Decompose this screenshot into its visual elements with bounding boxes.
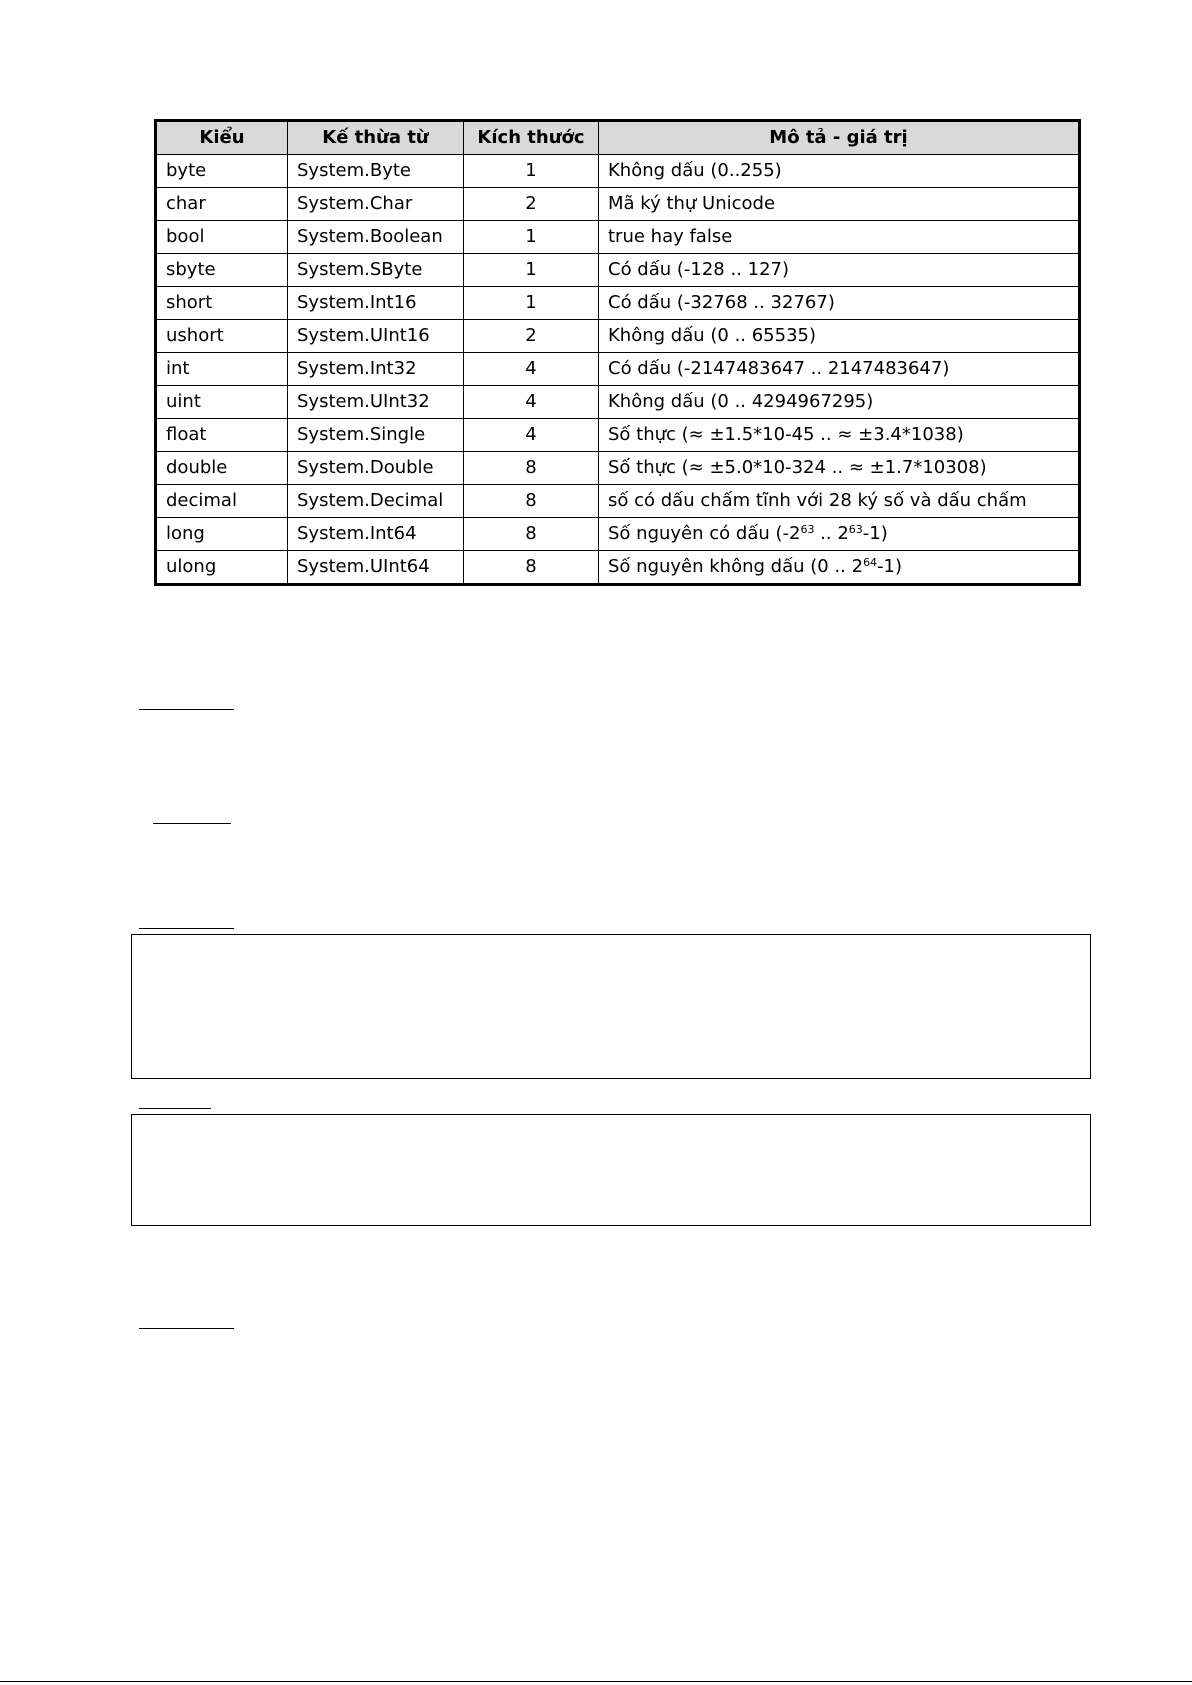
cell-inherits: System.Char [288,188,464,221]
cell-inherits: System.Decimal [288,485,464,518]
cell-size: 4 [464,386,599,419]
cell-type: decimal [156,485,288,518]
cell-type: char [156,188,288,221]
exponent: 64 [863,556,878,569]
cell-inherits: System.UInt16 [288,320,464,353]
heading-underline [139,1108,211,1109]
cell-size: 1 [464,221,599,254]
heading-underline [139,928,234,929]
table-row [156,452,1080,485]
cell-desc: Mã ký thự Unicode [599,188,1080,221]
cell-desc: Không dấu (0 .. 65535) [599,320,1080,353]
code-box [131,934,1091,1079]
cell-type: short [156,287,288,320]
desc-text: .. 2 [814,523,849,544]
cell-desc: Không dấu (0 .. 4294967295) [599,386,1080,419]
table-row [156,188,1080,221]
header-ke-thua-tu: Kế thừa từ [288,121,464,155]
cell-desc: Có dấu (-32768 .. 32767) [599,287,1080,320]
table-header-row [156,121,1080,155]
header-kieu: Kiểu [156,121,288,155]
cell-inherits: System.UInt64 [288,551,464,585]
cell-desc: Số thực (≈ ±1.5*10-45 .. ≈ ±3.4*1038) [599,419,1080,452]
cell-inherits: System.Single [288,419,464,452]
cell-type: ulong [156,551,288,585]
cell-size: 1 [464,155,599,188]
cell-inherits: System.SByte [288,254,464,287]
table-row [156,155,1080,188]
cell-type: ushort [156,320,288,353]
cell-size: 1 [464,254,599,287]
cell-desc [599,518,1080,551]
cell-type: uint [156,386,288,419]
table-row [156,485,1080,518]
header-kich-thuoc: Kích thước [464,121,599,155]
desc-text: Số nguyên không dấu (0 .. 2 [608,556,864,577]
cell-desc: số có dấu chấm tĩnh với 28 ký số và dấu chấm [599,485,1080,518]
table-row [156,353,1080,386]
cell-inherits: System.Int32 [288,353,464,386]
cell-inherits: System.Double [288,452,464,485]
cell-desc: Số thực (≈ ±5.0*10-324 .. ≈ ±1.7*10308) [599,452,1080,485]
cell-size: 2 [464,320,599,353]
table-row [156,386,1080,419]
table-row [156,221,1080,254]
cell-size: 1 [464,287,599,320]
cell-inherits: System.Byte [288,155,464,188]
cell-desc: Có dấu (-2147483647 .. 2147483647) [599,353,1080,386]
table-row [156,320,1080,353]
table-row [156,518,1080,551]
cell-size: 2 [464,188,599,221]
cell-type: float [156,419,288,452]
header-mo-ta-gia-tri: Mô tả - giá trị [599,121,1080,155]
cell-inherits: System.Boolean [288,221,464,254]
heading-underline [139,709,234,710]
cell-desc: Có dấu (-128 .. 127) [599,254,1080,287]
cell-size: 8 [464,518,599,551]
cell-inherits: System.Int64 [288,518,464,551]
desc-text: -1) [877,556,903,577]
cell-desc: Không dấu (0..255) [599,155,1080,188]
table-row [156,254,1080,287]
exponent: 63 [800,523,815,536]
cell-type: bool [156,221,288,254]
cell-inherits: System.UInt32 [288,386,464,419]
data-types-table [154,119,1081,586]
table-row [156,551,1080,585]
cell-type: double [156,452,288,485]
cell-size: 4 [464,419,599,452]
cell-type: long [156,518,288,551]
cell-type: int [156,353,288,386]
exponent: 63 [848,523,863,536]
cell-size: 8 [464,551,599,585]
heading-underline [153,823,231,824]
cell-desc: true hay false [599,221,1080,254]
cell-desc [599,551,1080,585]
table-row [156,419,1080,452]
cell-size: 8 [464,452,599,485]
heading-underline [139,1328,234,1329]
cell-type: byte [156,155,288,188]
cell-inherits: System.Int16 [288,287,464,320]
cell-type: sbyte [156,254,288,287]
desc-text: Số nguyên có dấu (-2 [608,523,801,544]
cell-size: 8 [464,485,599,518]
cell-size: 4 [464,353,599,386]
desc-text: -1) [862,523,888,544]
code-box [131,1114,1091,1226]
page-footer-rule [0,1681,1192,1682]
table-row [156,287,1080,320]
